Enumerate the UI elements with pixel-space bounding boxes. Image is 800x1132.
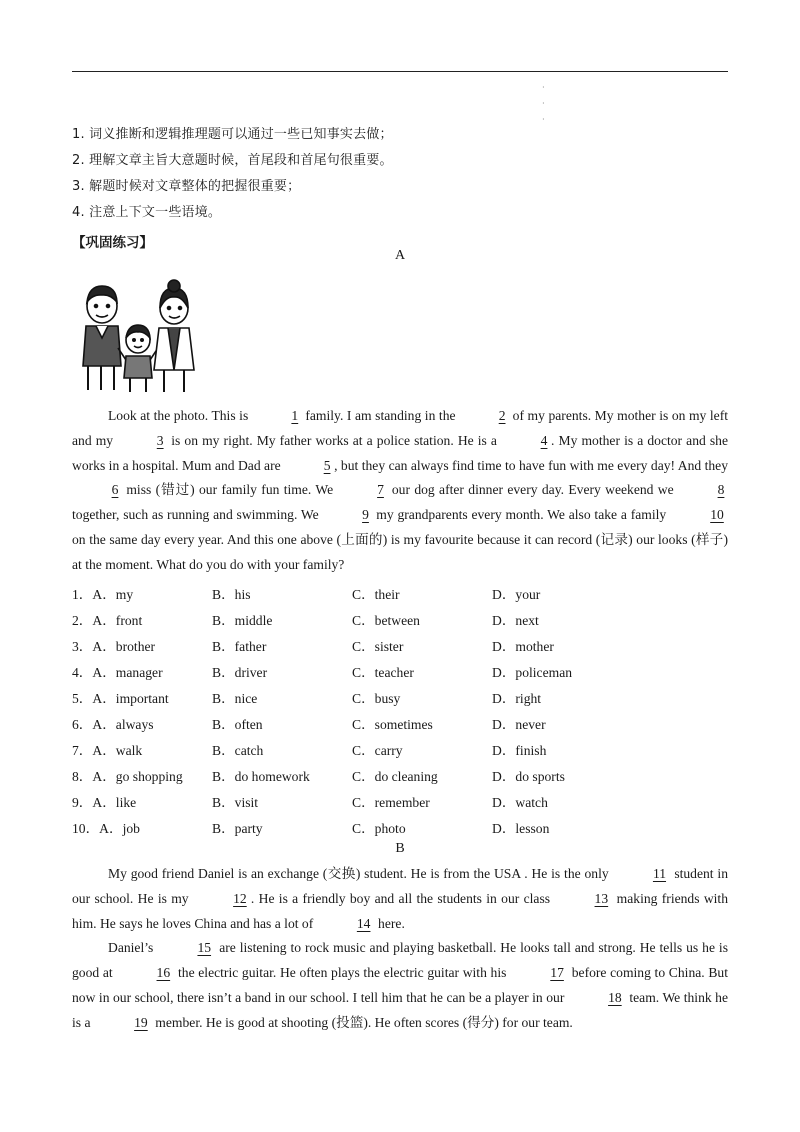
- passage-text: My good friend Daniel is an exchange (交换) student. He is from the USA . He is the only: [108, 866, 613, 881]
- option-a[interactable]: 4．A．manager: [72, 665, 163, 680]
- option-b[interactable]: B．middle: [212, 613, 273, 628]
- option-d[interactable]: D．do sports: [492, 769, 565, 784]
- option-row: [72, 605, 728, 631]
- passage-text: . My mother is a doctor and she works in a hospital. Mum and Dad are: [72, 432, 728, 473]
- option-row: [72, 813, 728, 839]
- option-a[interactable]: 1．A．my: [72, 587, 134, 602]
- passage-a: [72, 404, 728, 578]
- passage-text: . He is a friendly boy and all the students in our class: [250, 890, 555, 906]
- option-d[interactable]: D．right: [492, 691, 542, 706]
- blank-9: 9: [362, 507, 369, 523]
- option-c[interactable]: C．carry: [352, 743, 403, 758]
- option-b[interactable]: B．party: [212, 821, 263, 836]
- option-a[interactable]: 2．A．front: [72, 613, 143, 628]
- option-d[interactable]: D．watch: [492, 795, 548, 810]
- passage-a-label: A: [394, 248, 406, 263]
- blank-14: 14: [356, 915, 371, 931]
- option-c[interactable]: C．teacher: [352, 665, 414, 680]
- option-b[interactable]: B．father: [212, 639, 267, 654]
- blank-12: 12: [233, 890, 247, 906]
- option-a[interactable]: 10．A．job: [72, 821, 140, 836]
- section-title: 【巩固练习】: [72, 235, 153, 251]
- tip-2: 2. 理解文章主旨大意题时候，首尾段和首尾句很重要。: [72, 153, 393, 168]
- option-d[interactable]: D．next: [492, 613, 539, 628]
- option-row: [72, 787, 728, 813]
- passage-text: our dog after dinner every day. Every weekend we: [387, 482, 678, 498]
- option-b[interactable]: B．driver: [212, 665, 268, 680]
- margin-dots: · · ·: [542, 83, 545, 124]
- passage-text: together, such as running and swimming. We: [72, 507, 323, 523]
- option-row: [72, 761, 728, 787]
- family-illustration: [74, 278, 200, 398]
- passage-text: the electric guitar. He often plays the electric guitar with his: [174, 965, 511, 981]
- blank-5: 5: [323, 457, 331, 473]
- blank-17: 17: [550, 965, 564, 981]
- option-a[interactable]: 3．A．brother: [72, 639, 156, 654]
- option-b[interactable]: B．visit: [212, 795, 259, 810]
- blank-1: 1: [291, 408, 299, 423]
- passage-text: student in our school. He is my: [72, 866, 728, 906]
- blank-8: 8: [717, 482, 725, 498]
- header-rule: [72, 71, 728, 72]
- passage-text: of my parents. My mother is on my left and my: [72, 408, 729, 448]
- option-a[interactable]: 5．A．important: [72, 691, 169, 706]
- blank-6: 6: [111, 482, 119, 498]
- passage-text: making friends with him. He says he loves China and has a lot of: [72, 890, 728, 931]
- option-row: [72, 735, 728, 761]
- passage-a-paragraph: [72, 404, 728, 578]
- option-a[interactable]: 7．A．walk: [72, 743, 143, 758]
- passage-text: Daniel’s: [108, 940, 158, 956]
- option-d[interactable]: D．mother: [492, 639, 554, 654]
- option-c[interactable]: C．sometimes: [352, 717, 433, 732]
- blank-16: 16: [156, 965, 171, 981]
- option-d[interactable]: D．lesson: [492, 821, 550, 836]
- blank-19: 19: [134, 1014, 148, 1030]
- option-row: [72, 579, 728, 605]
- blank-11: 11: [652, 866, 667, 881]
- option-b[interactable]: B．his: [212, 587, 251, 602]
- blank-4: 4: [540, 432, 548, 448]
- passage-text: here.: [374, 915, 405, 931]
- blank-7: 7: [377, 482, 384, 498]
- passage-text: Look at the photo. This is: [108, 408, 252, 423]
- option-a[interactable]: 8．A．go shopping: [72, 769, 183, 784]
- passage-text: family. I am standing in the: [301, 408, 460, 423]
- blank-10: 10: [710, 507, 724, 523]
- passage-b-label: B: [395, 841, 405, 856]
- option-d[interactable]: D．policeman: [492, 665, 573, 680]
- blank-18: 18: [608, 989, 622, 1005]
- option-c[interactable]: C．remember: [352, 795, 430, 810]
- blank-2: 2: [498, 408, 506, 423]
- passage-text: before coming to China. But now in our school, there isn’t a band in our school. I tell him that he can be a player in our: [72, 965, 728, 1005]
- blank-3: 3: [156, 432, 164, 448]
- option-c[interactable]: C．sister: [352, 639, 404, 654]
- passage-b-paragraph-1: [72, 862, 728, 936]
- tip-4: 4. 注意上下文一些语境。: [72, 205, 222, 220]
- option-b[interactable]: B．catch: [212, 743, 264, 758]
- option-d[interactable]: D．finish: [492, 743, 547, 758]
- option-c[interactable]: C．busy: [352, 691, 401, 706]
- passage-text: , but they can always find time to have fun with me every day! And they: [334, 457, 728, 473]
- option-row: [72, 631, 728, 657]
- option-row: [72, 683, 728, 709]
- passage-text: are listening to rock music and playing basketball. He looks tall and strong. He tells us he is good at: [72, 940, 728, 981]
- option-d[interactable]: D．never: [492, 717, 546, 732]
- passage-text: member. He is good at shooting (投篮). He often scores (得分) for our team.: [151, 1014, 573, 1030]
- option-c[interactable]: C．photo: [352, 821, 406, 836]
- option-a[interactable]: 9．A．like: [72, 795, 137, 810]
- option-b[interactable]: B．nice: [212, 691, 258, 706]
- option-c[interactable]: C．their: [352, 587, 400, 602]
- passage-b-paragraph-2: [72, 936, 728, 1035]
- option-b[interactable]: B．often: [212, 717, 263, 732]
- option-a[interactable]: 6．A．always: [72, 717, 154, 732]
- passage-b: [72, 862, 728, 1036]
- option-c[interactable]: C．do cleaning: [352, 769, 438, 784]
- option-c[interactable]: C．between: [352, 613, 420, 628]
- passage-text: miss (错过) our family fun time. We: [122, 482, 338, 498]
- passage-text: is on my right. My father works at a police station. He is a: [167, 432, 502, 448]
- option-row: [72, 657, 728, 683]
- tip-1: 1. 词义推断和逻辑推理题可以通过一些已知事实去做；: [72, 127, 393, 142]
- options-table: [72, 579, 728, 839]
- passage-text: team. We think he is a: [72, 989, 728, 1030]
- passage-text: my grandparents every month. We also take a family: [372, 507, 670, 523]
- passage-text: on the same day every year. And this one above (上面的) is my favourite because it can record (记录) our looks (样子) at the moment. What do you do with your family?: [72, 531, 728, 572]
- blank-15: 15: [197, 940, 212, 956]
- tip-3: 3. 解题时候对文章整体的把握很重要；: [72, 179, 301, 194]
- option-row: [72, 709, 728, 735]
- option-d[interactable]: D．your: [492, 587, 541, 602]
- blank-13: 13: [594, 890, 609, 906]
- option-b[interactable]: B．do homework: [212, 769, 310, 784]
